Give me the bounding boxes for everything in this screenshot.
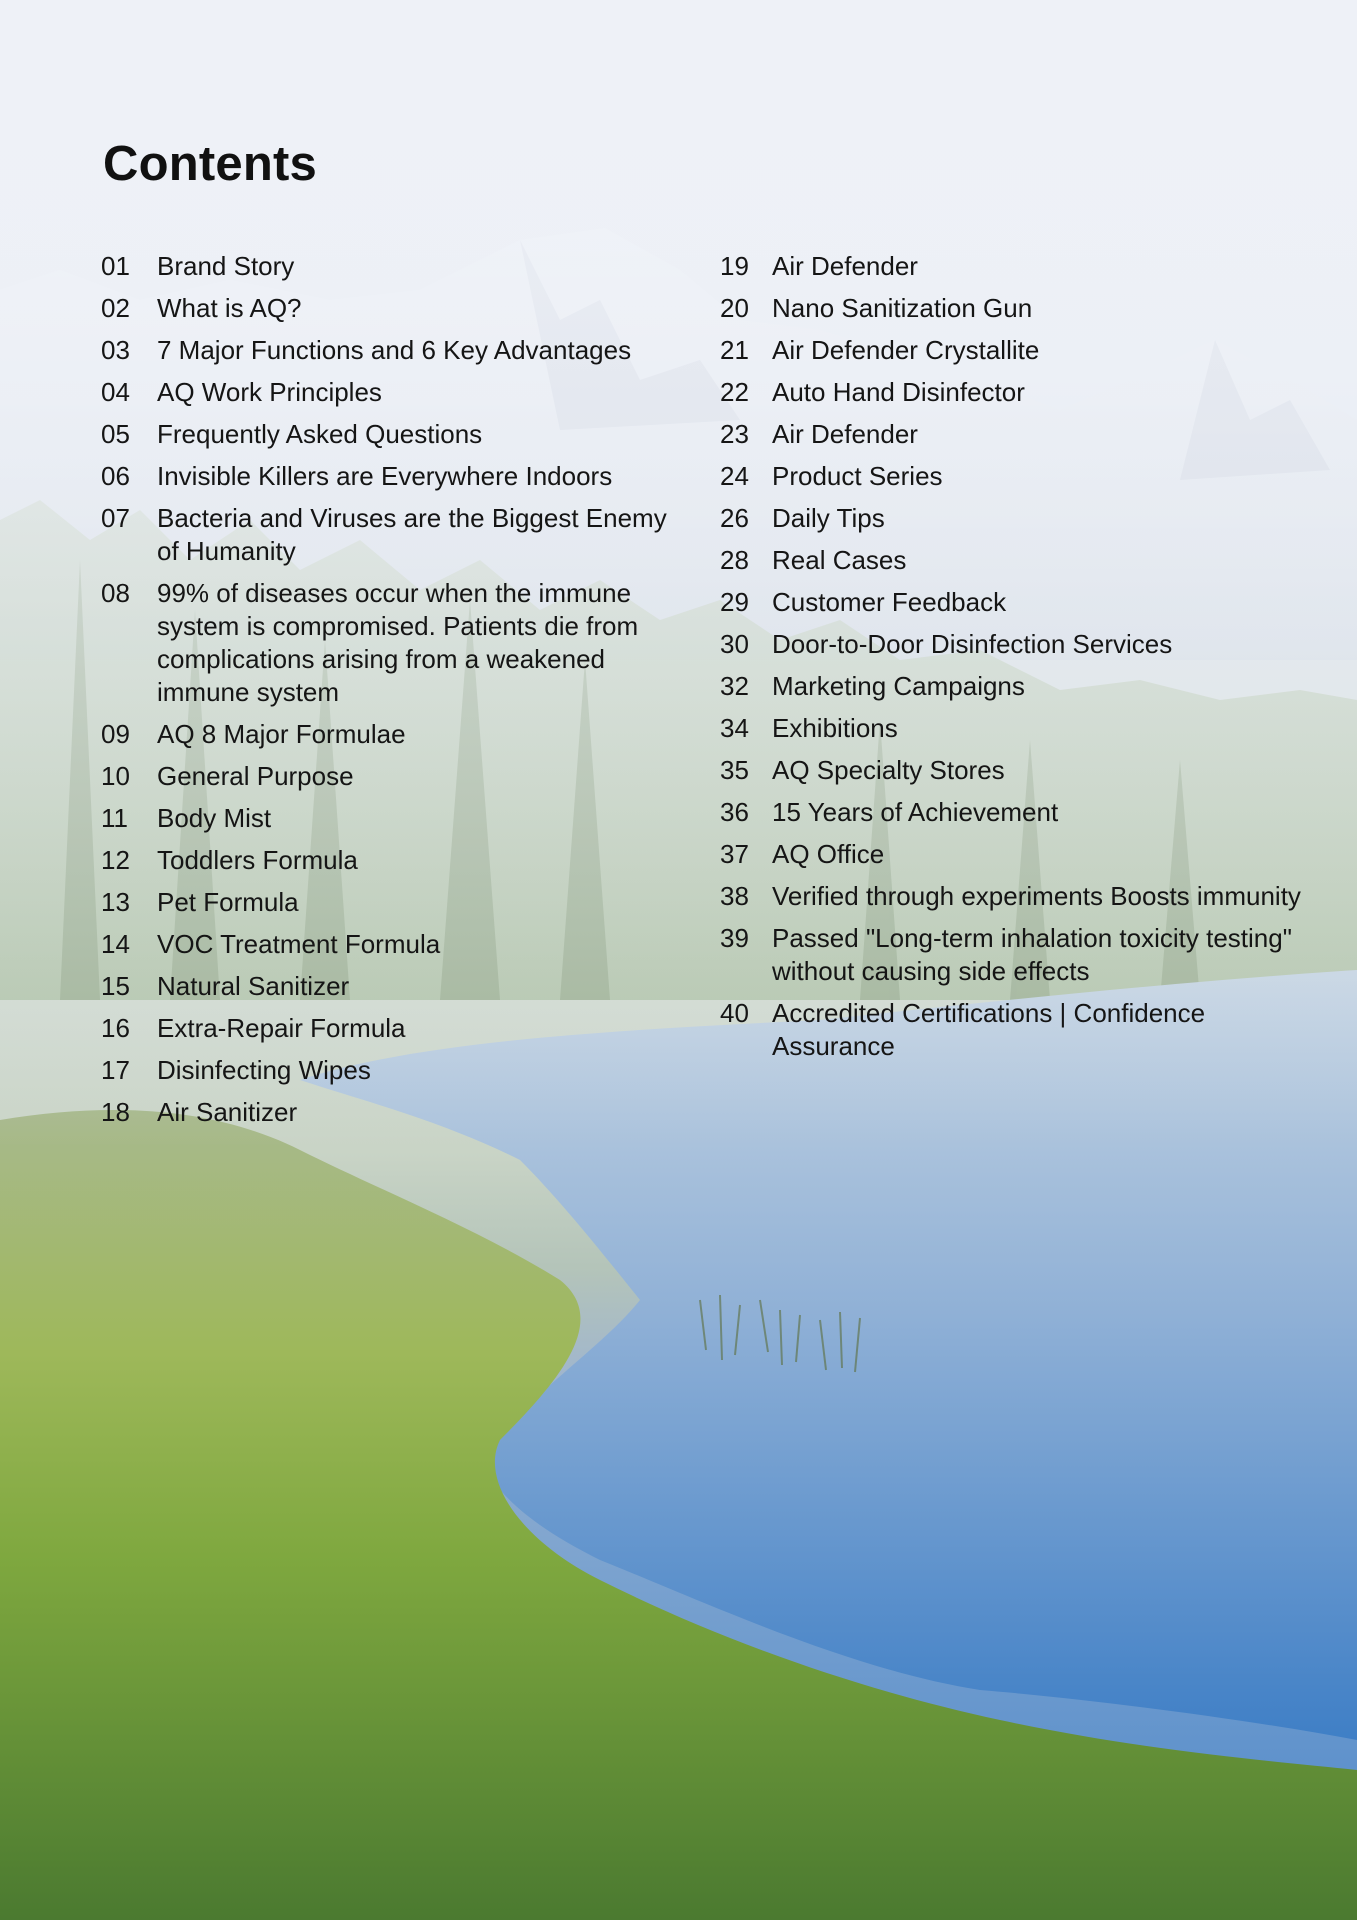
toc-entry-label: Air Defender <box>772 251 918 281</box>
toc-entry-label: 99% of diseases occur when the immune system is compromised. Patients die from complications arising from a weakened immune system <box>157 578 639 707</box>
toc-entry[interactable] <box>101 1054 681 1087</box>
toc-entry-label: Customer Feedback <box>772 587 1007 617</box>
toc-page-number: 30 <box>720 629 749 659</box>
toc-page-number: 12 <box>101 845 130 875</box>
toc-entry[interactable] <box>720 334 1320 367</box>
toc-entry[interactable] <box>101 292 681 325</box>
toc-entry[interactable] <box>720 460 1320 493</box>
toc-entry-label: AQ 8 Major Formulae <box>157 719 406 749</box>
toc-entry-label: Door-to-Door Disinfection Services <box>772 629 1173 659</box>
toc-entry[interactable] <box>101 1096 681 1129</box>
toc-entry-label: Air Defender Crystallite <box>772 335 1040 365</box>
toc-entry-label: AQ Work Principles <box>157 377 382 407</box>
toc-entry[interactable] <box>101 250 681 283</box>
toc-entry[interactable] <box>720 880 1320 913</box>
toc-entry-label: Pet Formula <box>157 887 299 917</box>
toc-entry[interactable] <box>720 712 1320 745</box>
toc-page-number: 05 <box>101 419 130 449</box>
toc-entry[interactable] <box>101 577 681 709</box>
toc-entry[interactable] <box>101 886 681 919</box>
toc-entry-label: General Purpose <box>157 761 354 791</box>
toc-page-number: 36 <box>720 797 749 827</box>
toc-page-number: 26 <box>720 503 749 533</box>
toc-entry[interactable] <box>720 997 1320 1063</box>
toc-entry-label: Auto Hand Disinfector <box>772 377 1025 407</box>
toc-entry-label: 7 Major Functions and 6 Key Advantages <box>157 335 632 365</box>
toc-page-number: 08 <box>101 578 130 608</box>
toc-page-number: 38 <box>720 881 749 911</box>
toc-entry-label: Toddlers Formula <box>157 845 358 875</box>
toc-entry[interactable] <box>720 418 1320 451</box>
toc-entry[interactable] <box>720 586 1320 619</box>
toc-entry[interactable] <box>720 754 1320 787</box>
toc-entry[interactable] <box>720 292 1320 325</box>
toc-page-number: 01 <box>101 251 130 281</box>
toc-entry-label: Air Sanitizer <box>157 1097 298 1127</box>
toc-column-right <box>720 250 1320 1072</box>
toc-entry-label: Nano Sanitization Gun <box>772 293 1033 323</box>
toc-entry[interactable] <box>720 502 1320 535</box>
toc-entry-label: Natural Sanitizer <box>157 971 350 1001</box>
toc-page-number: 16 <box>101 1013 130 1043</box>
toc-entry-label: AQ Office <box>772 839 885 869</box>
toc-entry-label: Real Cases <box>772 545 907 575</box>
toc-entry-label: 15 Years of Achievement <box>772 797 1059 827</box>
toc-page-number: 29 <box>720 587 749 617</box>
toc-page-number: 17 <box>101 1055 130 1085</box>
toc-page-number: 24 <box>720 461 749 491</box>
toc-entry[interactable] <box>720 628 1320 661</box>
toc-entry[interactable] <box>101 376 681 409</box>
toc-entry-label: Marketing Campaigns <box>772 671 1025 701</box>
toc-page-number: 28 <box>720 545 749 575</box>
toc-page-number: 20 <box>720 293 749 323</box>
toc-entry[interactable] <box>720 376 1320 409</box>
toc-entry-label: What is AQ? <box>157 293 302 323</box>
toc-page-number: 07 <box>101 503 130 533</box>
toc-page-number: 40 <box>720 998 749 1028</box>
toc-entry-label: Frequently Asked Questions <box>157 419 483 449</box>
toc-page-number: 10 <box>101 761 130 791</box>
page-title: Contents <box>103 137 317 191</box>
toc-page-number: 03 <box>101 335 130 365</box>
toc-entry[interactable] <box>101 502 681 568</box>
toc-page-number: 32 <box>720 671 749 701</box>
toc-entry[interactable] <box>720 922 1320 988</box>
toc-entry[interactable] <box>720 838 1320 871</box>
toc-page-number: 14 <box>101 929 130 959</box>
toc-entry[interactable] <box>101 1012 681 1045</box>
toc-entry[interactable] <box>101 802 681 835</box>
toc-page-number: 37 <box>720 839 749 869</box>
toc-entry-label: VOC Treatment Formula <box>157 929 441 959</box>
toc-entry-label: Bacteria and Viruses are the Biggest Enemy of Humanity <box>157 503 667 566</box>
toc-entry[interactable] <box>101 718 681 751</box>
toc-entry[interactable] <box>101 928 681 961</box>
toc-entry[interactable] <box>101 334 681 367</box>
toc-page-number: 06 <box>101 461 130 491</box>
toc-page-number: 18 <box>101 1097 130 1127</box>
toc-page-number: 19 <box>720 251 749 281</box>
toc-entry[interactable] <box>101 760 681 793</box>
toc-entry-label: Daily Tips <box>772 503 885 533</box>
toc-entry-label: Product Series <box>772 461 943 491</box>
toc-page-number: 15 <box>101 971 130 1001</box>
toc-page-number: 21 <box>720 335 749 365</box>
toc-entry-label: Body Mist <box>157 803 272 833</box>
toc-page-number: 04 <box>101 377 130 407</box>
toc-page-number: 09 <box>101 719 130 749</box>
toc-page-number: 23 <box>720 419 749 449</box>
toc-entry-label: Invisible Killers are Everywhere Indoors <box>157 461 613 491</box>
toc-entry-label: Brand Story <box>157 251 295 281</box>
toc-entry-label: Passed "Long-term inhalation toxicity testing" without causing side effects <box>772 923 1292 986</box>
toc-page-number: 22 <box>720 377 749 407</box>
toc-page-number: 02 <box>101 293 130 323</box>
toc-entry[interactable] <box>101 844 681 877</box>
toc-entry[interactable] <box>720 544 1320 577</box>
toc-entry[interactable] <box>101 460 681 493</box>
toc-entry[interactable] <box>720 670 1320 703</box>
toc-entry-label: Extra-Repair Formula <box>157 1013 406 1043</box>
toc-entry-label: Disinfecting Wipes <box>157 1055 371 1085</box>
toc-entry-label: Accredited Certifications | Confidence Assurance <box>772 998 1206 1061</box>
toc-entry-label: Air Defender <box>772 419 918 449</box>
toc-page-number: 34 <box>720 713 749 743</box>
toc-entry[interactable] <box>101 970 681 1003</box>
toc-entry[interactable] <box>720 796 1320 829</box>
toc-entry[interactable] <box>720 250 1320 283</box>
toc-column-left <box>101 250 681 1138</box>
toc-entry-label: Exhibitions <box>772 713 898 743</box>
toc-entry-label: Verified through experiments Boosts immunity <box>772 881 1301 911</box>
toc-page-number: 11 <box>101 803 128 833</box>
toc-entry-label: AQ Specialty Stores <box>772 755 1005 785</box>
toc-page-number: 35 <box>720 755 749 785</box>
toc-page-number: 13 <box>101 887 130 917</box>
toc-entry[interactable] <box>101 418 681 451</box>
toc-page-number: 39 <box>720 923 749 953</box>
